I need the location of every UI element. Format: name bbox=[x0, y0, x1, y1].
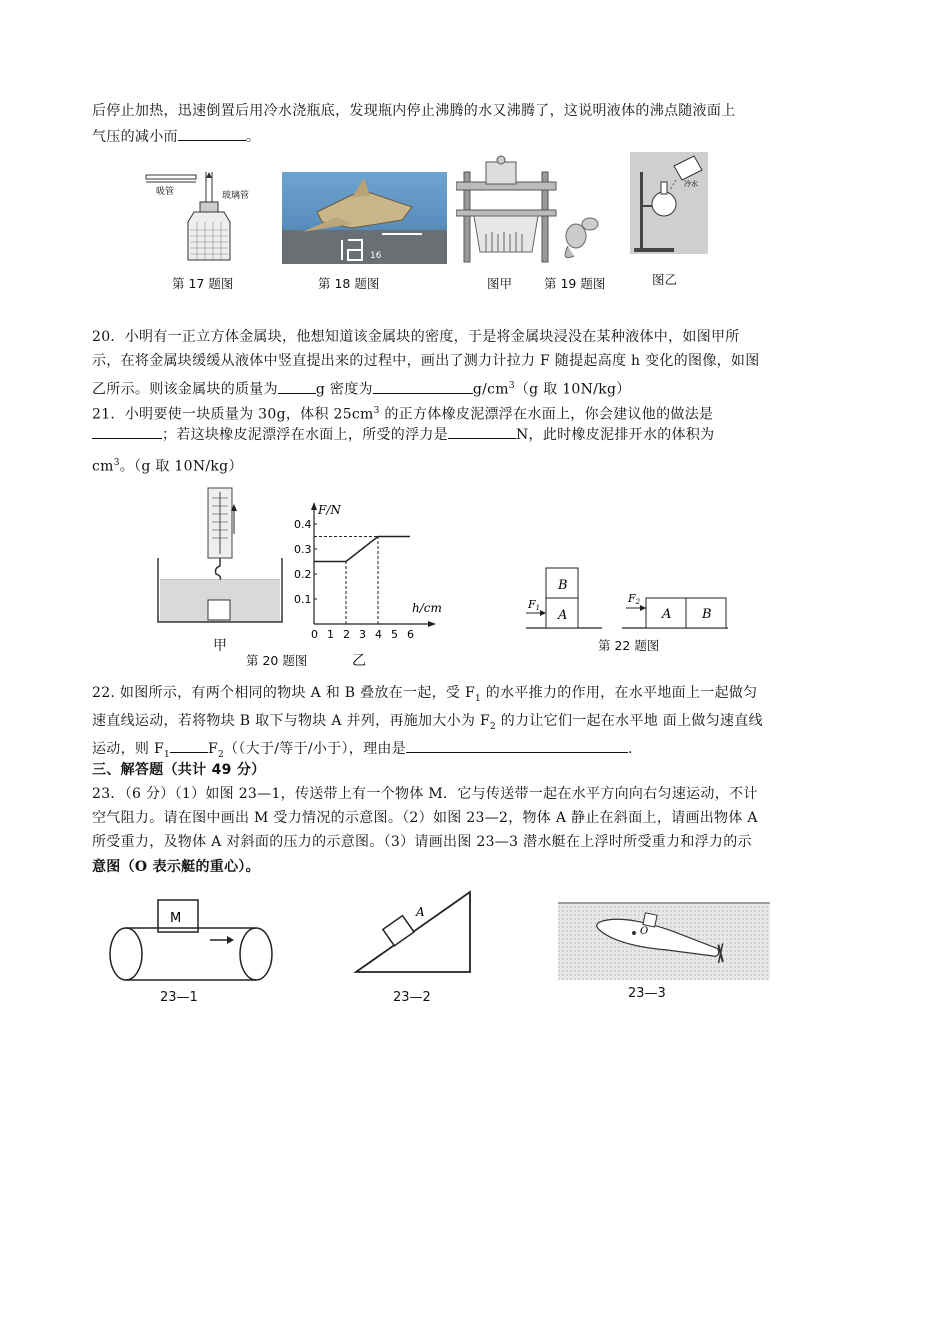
chart-x-tick-label: 1 bbox=[327, 628, 334, 641]
q21-line2-a: ；若这块橡皮泥漂浮在水面上，所受的浮力是 bbox=[162, 427, 448, 443]
figure-23-3 bbox=[558, 902, 770, 980]
q19-answer-blank[interactable] bbox=[178, 126, 246, 141]
fig22-label-b2: B bbox=[702, 607, 712, 622]
fig17-straw-label: 吸管 bbox=[156, 187, 175, 197]
fig19a-caption-jia: 图甲 bbox=[487, 276, 513, 291]
q20-line3-a: 乙所示。则该金属块的质量为 bbox=[92, 381, 278, 398]
fig17-caption: 第 17 题图 bbox=[172, 276, 234, 291]
q20-mass-blank[interactable] bbox=[278, 379, 316, 394]
q20-line3-b: g 密度为 bbox=[315, 381, 373, 398]
chart-series-line bbox=[314, 537, 410, 562]
q22-line1-sub: 1 bbox=[474, 693, 482, 704]
chart-y-tick-label: 0.4 bbox=[294, 518, 312, 531]
fig20-yi-label: 乙 bbox=[352, 653, 366, 669]
fig23-2-a-label: A bbox=[416, 905, 425, 919]
fig18-deck-number: 16 bbox=[370, 251, 382, 261]
fig19-caption: 第 19 题图 bbox=[544, 276, 606, 291]
q23-line1: 23．（6 分）（1）如图 23—1，传送带上有一个物体 M．它与传送带一起在水平方向向右匀速运动，不计 bbox=[92, 786, 758, 802]
q23-line3: 所受重力，及物体 A 对斜面的压力的示意图。（3）请画出图 23—3 潜水艇在上浮时所受重力和浮力的示 bbox=[92, 834, 752, 850]
chart-x-tick-label: 3 bbox=[359, 628, 366, 641]
fig20-jia-label: 甲 bbox=[213, 638, 227, 654]
q22-line3-sub2: 2 bbox=[218, 749, 225, 760]
q22-line2-sub: 2 bbox=[489, 721, 496, 732]
figure-19a bbox=[456, 152, 606, 270]
q22-compare-blank[interactable] bbox=[170, 738, 208, 753]
q20-line3-c: g/cm bbox=[472, 381, 509, 398]
q21-line2 bbox=[92, 424, 862, 447]
q22-line1-b: 的水平推力的作用，在水平地面上一起做匀 bbox=[481, 685, 758, 701]
chart-y-tick-label: 0.2 bbox=[294, 568, 312, 581]
q22-line3-b: F bbox=[208, 741, 219, 757]
figure-22 bbox=[522, 560, 732, 632]
q22-line2-b: 的力让它们一起在水平地 面上做匀速直线 bbox=[496, 713, 763, 729]
fig22-f2-label: F2 bbox=[628, 592, 641, 606]
fig22-label-b1: B bbox=[558, 578, 568, 593]
fig23-3-caption: 23—3 bbox=[628, 986, 666, 1001]
q21-line1 bbox=[92, 400, 862, 427]
fig22-f1-label: F1 bbox=[528, 598, 541, 612]
q19-line1: 后停止加热，迅速倒置后用冷水浇瓶底，发现瓶内停止沸腾的水又沸腾了，这说明液体的沸点随液面上 bbox=[92, 103, 736, 119]
q22-line1 bbox=[92, 682, 862, 711]
q20-line3-d: （g 取 10N/kg） bbox=[514, 381, 631, 398]
q21-line3-b: 。（g 取 10N/kg） bbox=[119, 458, 243, 475]
fig20-caption: 第 20 题图 bbox=[246, 653, 308, 668]
q21-line1-sup: 3 bbox=[373, 406, 380, 416]
q22-line2-a: 速直线运动，若将物块 B 取下与物块 A 并列，再施加大小为 F bbox=[92, 713, 490, 729]
chart-x-tick-label: 5 bbox=[391, 628, 398, 641]
figure-17 bbox=[142, 170, 262, 265]
q21-buoyancy-blank[interactable] bbox=[448, 424, 516, 439]
figure-23-1 bbox=[106, 898, 278, 984]
fig23-1-caption: 23—1 bbox=[160, 990, 198, 1005]
q23-line4: 意图（O 表示艇的重心）。 bbox=[92, 859, 260, 875]
q21-line3-a: cm bbox=[92, 458, 114, 475]
chart-x-tick-label: 2 bbox=[343, 628, 350, 641]
chart-x-tick-label: 6 bbox=[407, 628, 414, 641]
q19-line2 bbox=[92, 126, 862, 149]
chart-x-tick-label: 0 bbox=[311, 628, 318, 641]
chart-y-tick-label: 0.1 bbox=[294, 593, 312, 606]
fig19b-caption: 图乙 bbox=[652, 272, 678, 287]
q22-line2 bbox=[92, 710, 862, 739]
figure-20-jia bbox=[150, 484, 292, 624]
fig23-2-caption: 23—2 bbox=[393, 990, 431, 1005]
q23-line2: 空气阻力。请在图中画出 M 受力情况的示意图。（2）如图 23—2，物体 A 静止在斜面上，请画出物体 A bbox=[92, 810, 758, 826]
fig17-glass-label: 玻璃管 bbox=[222, 191, 250, 201]
q20-line3 bbox=[92, 375, 862, 402]
section-3-title: 三、解答题（共计 49 分） bbox=[92, 762, 266, 778]
q20-line2: 示，在将金属块缓缓从液体中竖直提出来的过程中，画出了测力计拉力 F 随提起高度 h 变化的图像，如图 bbox=[92, 353, 760, 369]
q20-line3-sup: 3 bbox=[508, 381, 515, 391]
fig22-caption: 第 22 题图 bbox=[598, 638, 660, 653]
q22-line3-d: . bbox=[627, 741, 633, 757]
q22-line3-sub1: 1 bbox=[163, 749, 170, 760]
fig23-3-o-label: O bbox=[640, 926, 649, 937]
q21-line1-b: 的正方体橡皮泥漂浮在水面上，你会建议他的做法是 bbox=[379, 406, 714, 423]
q21-line2-b: N，此时橡皮泥排开水的体积为 bbox=[516, 427, 715, 443]
q19-line2-end: 。 bbox=[245, 129, 261, 145]
fig23-1-m-label: M bbox=[170, 911, 182, 926]
q22-line3-a: 运动，则 F bbox=[92, 741, 164, 757]
figure-20-yi-chart bbox=[292, 500, 452, 650]
fig19b-water-label: 冷水 bbox=[684, 180, 698, 188]
chart-y-tick-label: 0.3 bbox=[294, 543, 312, 556]
q21-line1-a: 21．小明要使一块质量为 30g，体积 25cm bbox=[92, 406, 374, 423]
q21-suggestion-blank[interactable] bbox=[92, 424, 162, 439]
q22-line3-c: （（大于/等于/小于），理由是 bbox=[224, 741, 406, 757]
chart-x-arrow bbox=[428, 621, 436, 627]
q22-reason-blank[interactable] bbox=[406, 738, 628, 753]
fig22-label-a2: A bbox=[662, 607, 672, 622]
figure-19b bbox=[630, 152, 708, 254]
figure-18 bbox=[282, 172, 447, 264]
q20-density-blank[interactable] bbox=[373, 379, 473, 394]
chart-y-label: F/N bbox=[318, 503, 341, 517]
q21-line3-sup: 3 bbox=[113, 458, 120, 468]
q19-line2-text: 气压的减小而 bbox=[92, 129, 178, 145]
q22-line1-a: 22. 如图所示，有两个相同的物块 A 和 B 叠放在一起，受 F bbox=[92, 685, 475, 701]
q21-line3 bbox=[92, 452, 862, 479]
chart-x-tick-label: 4 bbox=[375, 628, 382, 641]
q20-line1: 20．小明有一正立方体金属块，他想知道该金属块的密度，于是将金属块浸没在某种液体中，如图甲所 bbox=[92, 329, 740, 345]
chart-x-label: h/cm bbox=[412, 601, 442, 615]
chart-y-arrow bbox=[311, 502, 317, 510]
fig22-label-a1: A bbox=[558, 608, 568, 623]
figure-23-2 bbox=[352, 886, 476, 976]
fig18-caption: 第 18 题图 bbox=[318, 276, 380, 291]
